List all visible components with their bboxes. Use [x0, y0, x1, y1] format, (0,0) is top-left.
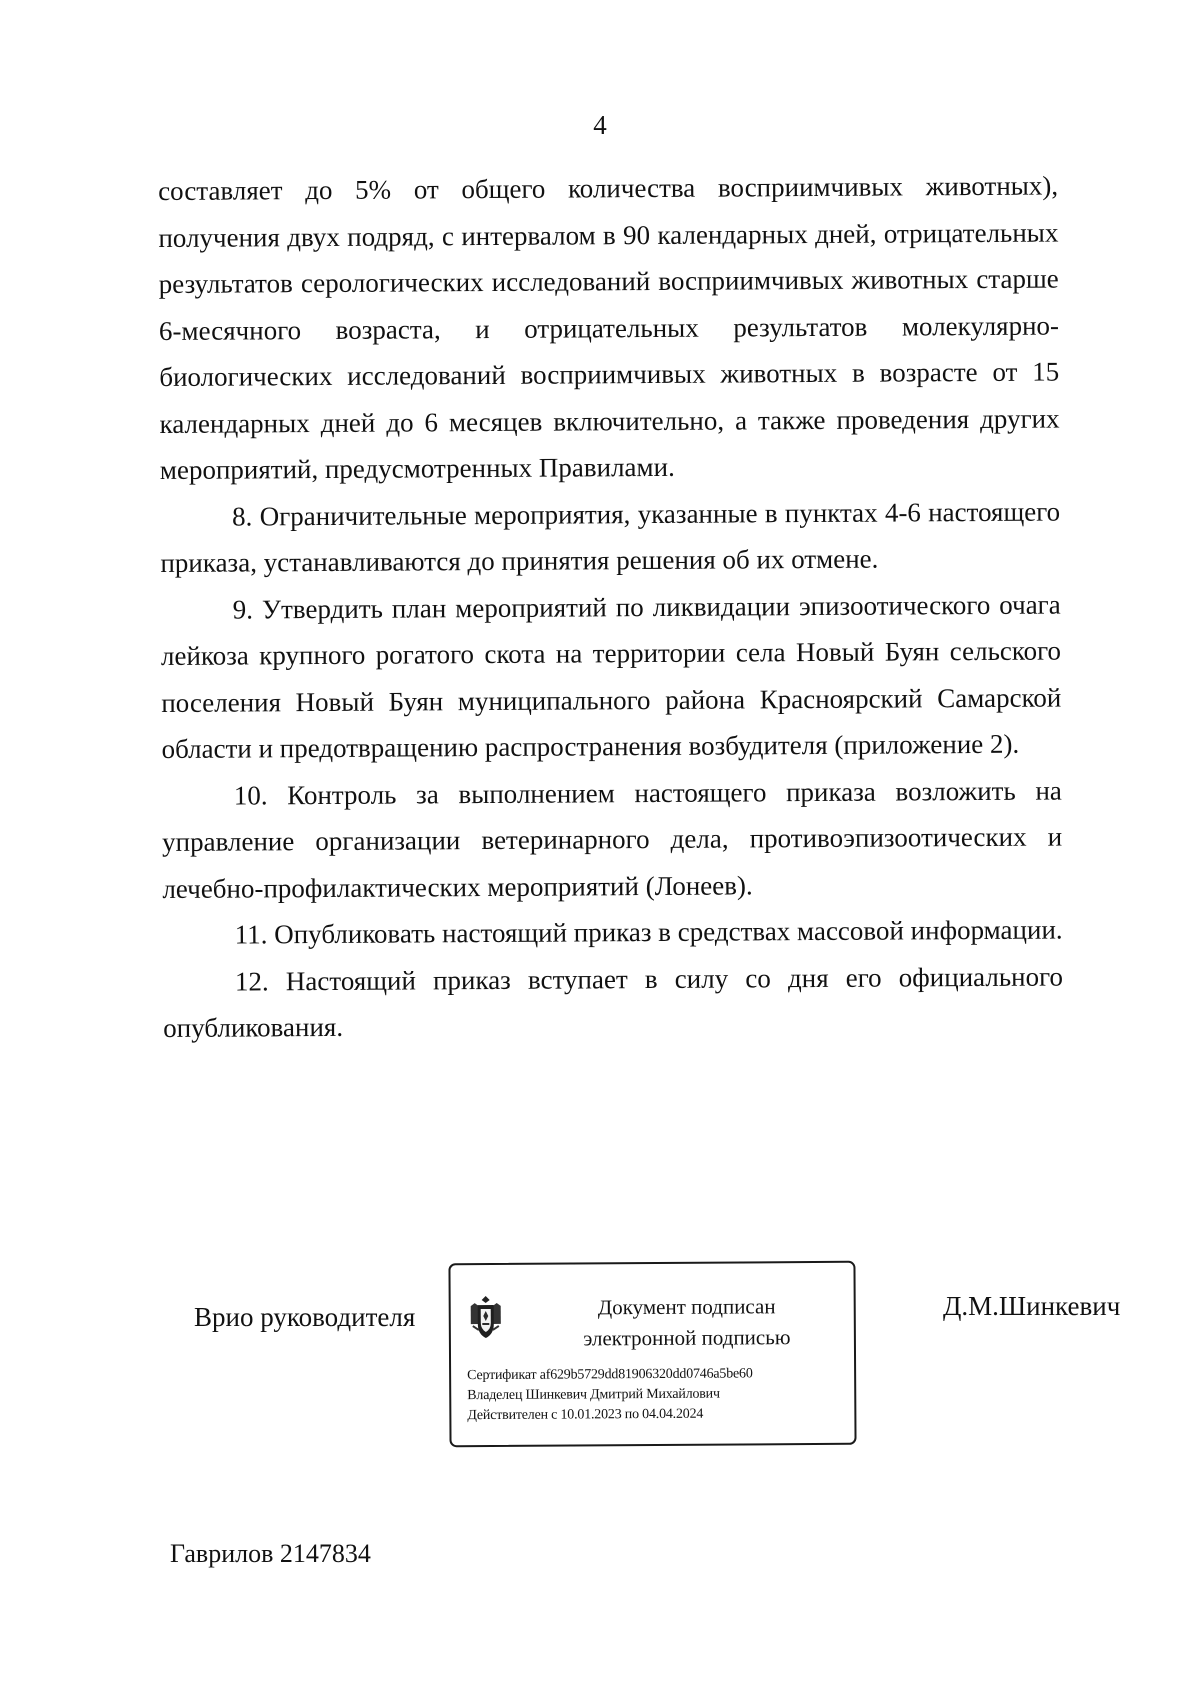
paragraph-item-10: 10. Контроль за выполнением настоящего приказа возложить на управление организации ветеринарного дела, противоэпизоотических и лечебно-профилактических мероприятий (Лонеев). [162, 774, 1063, 904]
paragraph-item-11: 11. Опубликовать настоящий приказ в средствах массовой информации. [234, 914, 1063, 950]
paragraph-item-12: 12. Настоящий приказ вступает в силу со дня его официального опубликования. [163, 960, 1064, 1043]
coat-of-arms-icon [467, 1294, 505, 1340]
certificate-owner: Владелец Шинкевич Дмитрий Михайлович [467, 1386, 720, 1404]
certificate-number: Сертификат af629b5729dd81906320dd0746a5be60 [467, 1366, 753, 1384]
executor-footer: Гаврилов 2147834 [170, 1539, 371, 1568]
stamp-title [537, 1291, 837, 1355]
paragraph-item-8: 8. Ограничительные мероприятия, указанные в пунктах 4-6 настоящего приказа, устанавливаются до принятия решения об их отмене. [160, 495, 1061, 578]
stamp-title-line-2: электронной подписью [583, 1325, 791, 1351]
paragraph-item-9: 9. Утвердить план мероприятий по ликвидации эпизоотического очага лейкоза крупного рогатого скота на территории села Новый Буян сельского поселения Новый Буян муниципального района Красноярский Самарской области и предотвращению распространения возбудителя (приложение 2). [160, 588, 1062, 764]
stamp-title-line-1: Документ подписан [597, 1294, 776, 1320]
paragraph-continuation: составляет до 5% от общего количества восприимчивых животных), получения двух подряд, с интервалом в 90 календарных дней, отрицательных результатов серологических исследований восприимчивых животных старше 6-месячного возраста, и отрицательных результатов молекулярно-биологических исследований восприимчивых животных в возрасте от 15 календарных дней до 6 месяцев включительно, а также проведения других мероприятий, предусмотренных Правилами. [158, 170, 1060, 485]
page-number: 4 [593, 110, 607, 140]
signatory-role: Врио руководителя [194, 1302, 416, 1332]
document-body [158, 163, 1063, 1052]
certificate-validity: Действителен с 10.01.2023 по 04.04.2024 [467, 1406, 704, 1424]
stamp-details [467, 1364, 753, 1426]
signatory-name: Д.М.Шинкевич [943, 1291, 1121, 1321]
electronic-signature-stamp [448, 1261, 856, 1447]
